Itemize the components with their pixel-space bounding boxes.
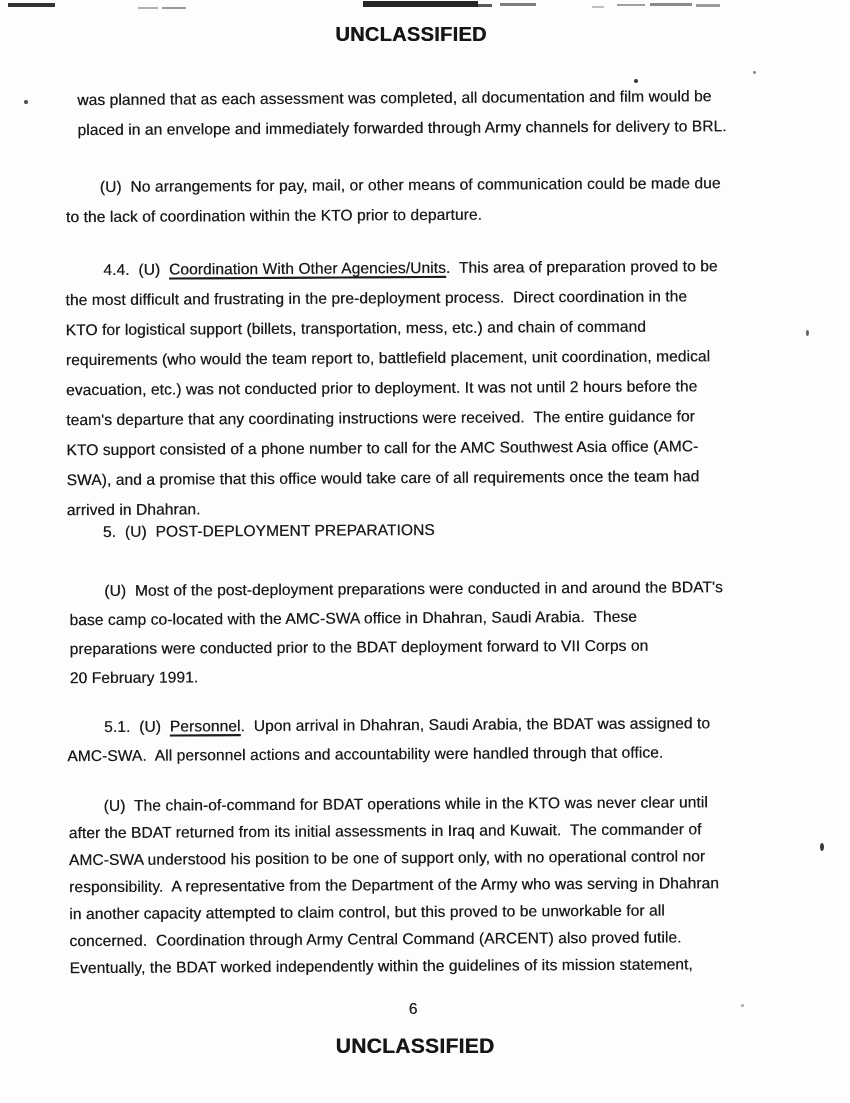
text-segment: AMC-SWA. All personnel actions and accountability were handled through that office.: [67, 744, 664, 766]
text-line: [66, 432, 718, 466]
text-line: [69, 870, 719, 901]
text-segment: Eventually, the BDAT worked independently within the guidelines of its mission statement,: [69, 956, 693, 978]
text-line: [66, 199, 721, 233]
text-line: [67, 709, 710, 742]
text-segment: placed in an envelope and immediately forwarded through Army channels for delivery to BRL.: [77, 118, 727, 140]
text-segment: . This area of preparation proved to be: [445, 258, 718, 277]
text-line: [69, 602, 723, 635]
text-segment: 5. (U) POST-DEPLOYMENT PREPARATIONS: [102, 521, 435, 541]
text-line: [66, 312, 718, 346]
text-segment: after the BDAT returned from its initial assessments in Iraq and Kuwait. The commander of: [68, 821, 702, 843]
text-line: [66, 402, 718, 436]
text-segment: base camp co-located with the AMC-SWA office in Dhahran, Saudi Arabia. These: [69, 608, 637, 630]
text-segment: 20 February 1991.: [69, 669, 199, 688]
text-line: [69, 573, 723, 606]
text-segment: 5.1. (U): [104, 718, 170, 736]
text-segment: SWA), and a promise that this office would take care of all requirements once the team had: [66, 468, 700, 490]
text-line: [69, 951, 719, 982]
page-number: 6: [408, 1001, 418, 1018]
text-segment: AMC-SWA understood his position to be one of support only, with no operational control nor: [68, 848, 706, 870]
text-line: [65, 282, 717, 316]
text-segment: in another capacity attempted to claim control, but this proved to be unworkable for all: [69, 902, 665, 924]
text-line: [66, 516, 435, 548]
paragraph-continuation: [77, 82, 727, 146]
paragraph-chain-of-command: [68, 789, 719, 982]
text-segment: was planned that as each assessment was completed, all documentation and film would be: [77, 88, 712, 110]
text-line: [66, 169, 721, 203]
text-segment: requirements (who would the team report to, battlefield placement, unit coordination, medical: [65, 348, 711, 370]
classification-header: UNCLASSIFIED: [335, 24, 487, 46]
text-line: [70, 660, 724, 693]
text-segment: (U) Most of the post-deployment preparations were conducted in and around the BDAT's: [104, 579, 723, 600]
text-segment: team's departure that any coordinating instructions were received. The entire guidance for: [66, 408, 695, 430]
paragraph-no-arrangements: [66, 169, 721, 233]
paragraph-post-deployment: [69, 573, 723, 693]
text-line: [66, 372, 718, 406]
text-segment: (U) The chain-of-command for BDAT operations while in the KTO was never clear until: [103, 794, 708, 815]
text-line: [77, 112, 726, 146]
text-segment: evacuation, etc.) was not conducted prior to deployment. It was not until 2 hours before the: [65, 378, 698, 400]
text-line: [69, 897, 719, 928]
text-segment: arrived in Dhahran.: [66, 501, 201, 520]
text-line: [70, 631, 724, 664]
text-line: [67, 738, 710, 771]
text-line: [68, 789, 718, 820]
text-segment: the most difficult and frustrating in the pre-deployment process. Direct coordination in the: [65, 288, 688, 310]
text-segment: preparations were conducted prior to the BDAT deployment forward to VII Corps on: [69, 637, 649, 659]
classification-footer: UNCLASSIFIED: [335, 1035, 495, 1058]
text-line: [65, 252, 717, 286]
underlined-phrase: Coordination With Other Agencies/Units: [168, 259, 446, 279]
underlined-phrase: Personnel: [169, 718, 241, 736]
text-line: [69, 816, 719, 847]
heading-5-post-deployment: [66, 516, 435, 548]
text-line: [66, 342, 718, 376]
text-segment: concerned. Coordination through Army Central Command (ARCENT) also proved futile.: [69, 929, 682, 951]
text-segment: KTO for logistical support (billets, transportation, mess, etc.) and chain of command: [65, 318, 646, 340]
text-line: [77, 82, 726, 116]
text-segment: KTO support consisted of a phone number to call for the AMC Southwest Asia office (AMC-: [66, 438, 699, 460]
text-line: [69, 924, 719, 955]
text-line: [69, 843, 719, 874]
text-segment: . Upon arrival in Dhahran, Saudi Arabia, the BDAT was assigned to: [240, 715, 711, 736]
paragraph-5-1-personnel: [67, 709, 710, 771]
paragraph-4-4-coordination: [65, 252, 719, 526]
text-line: [66, 462, 718, 496]
text-segment: to the lack of coordination within the KTO prior to departure.: [65, 206, 483, 227]
text-segment: responsibility. A representative from the Department of the Army who was serving in Dhahran: [69, 875, 719, 897]
text-segment: (U) No arrangements for pay, mail, or other means of communication could be made due: [99, 175, 721, 196]
text-segment: 4.4. (U): [103, 261, 170, 279]
